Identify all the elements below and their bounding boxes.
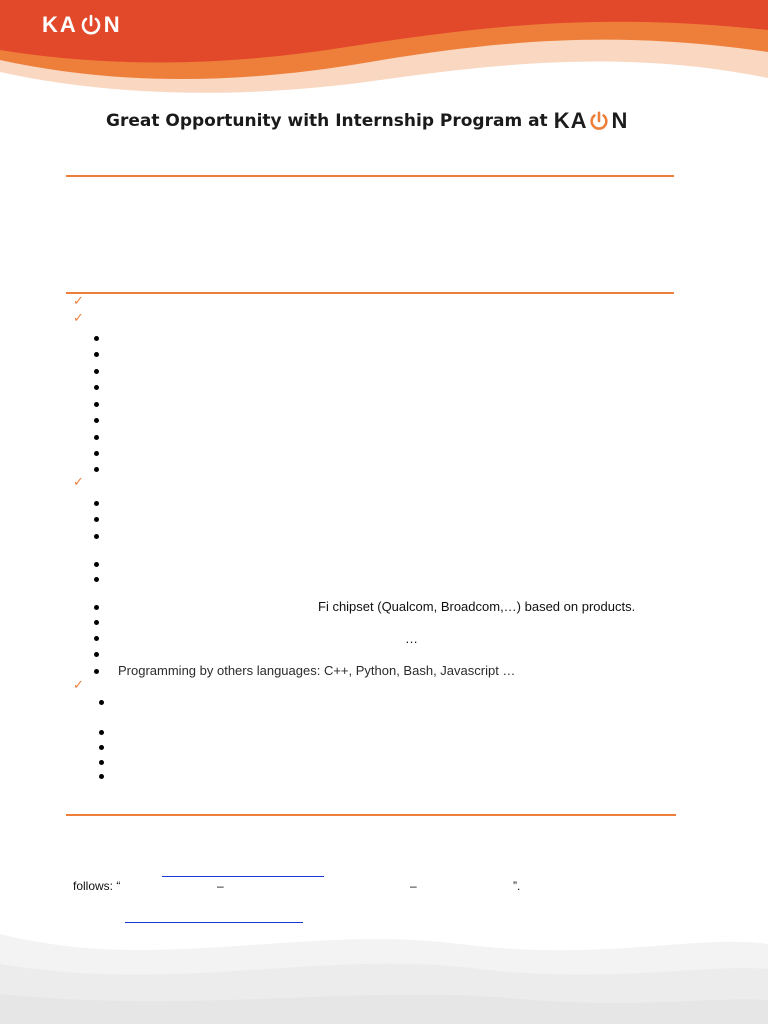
requirement-ellipsis-text: … <box>405 631 418 646</box>
section-divider <box>66 292 674 294</box>
bullet-icon <box>94 402 99 407</box>
dash-text: – <box>217 879 224 893</box>
title-text: Great Opportunity with Internship Program at <box>106 111 548 131</box>
logo-text-left: KA <box>42 12 78 37</box>
bullet-icon <box>94 501 99 506</box>
bullet-icon <box>94 636 99 641</box>
bullet-icon <box>94 534 99 539</box>
bullet-icon <box>94 385 99 390</box>
page-title <box>106 106 628 136</box>
bullet-icon <box>94 562 99 567</box>
requirement-programming-text: Programming by others languages: C++, Python, Bash, Javascript … <box>118 663 516 678</box>
bullet-icon <box>94 418 99 423</box>
check-icon: ✓ <box>73 310 84 325</box>
power-icon <box>588 110 610 132</box>
follows-text: follows: “ <box>73 879 121 893</box>
section-divider <box>66 175 674 177</box>
bullet-icon <box>99 700 104 705</box>
bullet-icon <box>94 577 99 582</box>
bullet-icon <box>94 652 99 657</box>
bullet-icon <box>94 605 99 610</box>
bullet-icon <box>94 620 99 625</box>
title-logo-text-right: N <box>611 108 629 133</box>
kaon-logo <box>42 12 122 38</box>
bullet-icon <box>94 435 99 440</box>
title-logo-text-left: KA <box>553 108 588 133</box>
bullet-icon <box>94 336 99 341</box>
power-icon <box>79 13 103 37</box>
bullet-icon <box>99 730 104 735</box>
check-icon: ✓ <box>73 293 84 308</box>
dash-text: – <box>410 879 417 893</box>
footer-wave <box>0 914 768 1024</box>
logo-text-right: N <box>103 12 122 37</box>
bullet-icon <box>94 369 99 374</box>
closing-quote-text: ”. <box>513 879 521 893</box>
bullet-icon <box>99 760 104 765</box>
requirement-chipset-text: Fi chipset (Qualcom, Broadcom,…) based on products. <box>318 599 636 614</box>
bullet-icon <box>94 467 99 472</box>
check-icon: ✓ <box>73 474 84 489</box>
bullet-icon <box>94 669 99 674</box>
bullet-icon <box>94 352 99 357</box>
bullet-icon <box>94 451 99 456</box>
bullet-icon <box>99 774 104 779</box>
email-link[interactable] <box>162 876 324 877</box>
bullet-icon <box>99 745 104 750</box>
bullet-icon <box>94 517 99 522</box>
check-icon: ✓ <box>73 677 84 692</box>
section-divider <box>66 814 676 816</box>
title-kaon-logo <box>554 108 629 134</box>
